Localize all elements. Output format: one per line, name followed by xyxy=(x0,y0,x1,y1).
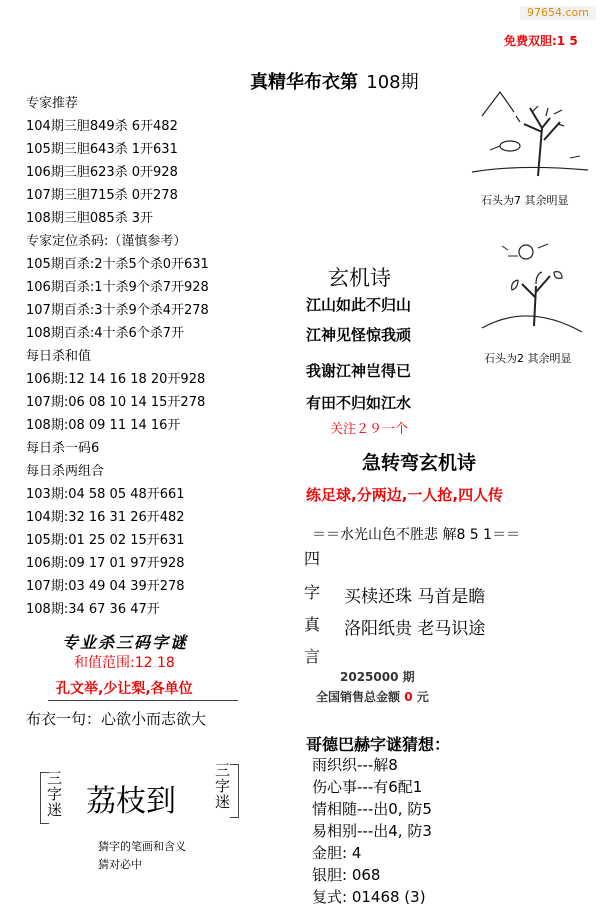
riddle-heading: 专业杀三码字谜 xyxy=(62,633,189,652)
position-kill-heading: 专家定位杀码:（谨慎参考） xyxy=(26,234,187,249)
riddle-slogan: 孔文举,少让梨,各单位 xyxy=(56,681,193,697)
daily-two-line: 108期:34 67 36 47开 xyxy=(26,602,160,617)
site-watermark: 97654.com xyxy=(520,6,596,20)
idiom-row: 洛阳纸贵 老马识途 xyxy=(344,619,486,639)
expert-line: 106期三胆623杀 0开928 xyxy=(26,165,178,180)
tree-rock-drawing-bottom xyxy=(478,236,588,346)
sales-issue: 2025000 期 xyxy=(340,670,415,684)
four-char-side-char: 四 xyxy=(304,549,321,568)
riddle-note: 猜对必中 xyxy=(98,858,142,871)
expert-line: 107期三胆715杀 0开278 xyxy=(26,188,178,203)
daily-sum-heading: 每日杀和值 xyxy=(26,349,92,364)
daily-sum-line: 107期:06 08 10 14 15开278 xyxy=(26,395,206,410)
buyi-line: 布衣一句：心欲小而志欲大 xyxy=(26,710,207,728)
daily-two-line: 107期:03 49 04 39开278 xyxy=(26,579,185,594)
daily-two-line: 103期:04 58 05 48开661 xyxy=(26,487,185,502)
poem-line: 有田不归如江水 xyxy=(306,394,412,412)
sales-label: 全国销售总金额 xyxy=(316,690,401,704)
free-pair: 免费双胆:1 5 xyxy=(504,34,578,48)
expert-heading: 专家推荐 xyxy=(26,96,79,111)
xuanji-heading: 玄机诗 xyxy=(328,266,391,290)
position-kill-line: 108期百杀:4十杀6个杀7开 xyxy=(26,326,185,341)
sum-range: 和值范围:12 18 xyxy=(74,655,175,671)
daily-sum-line: 106期:12 14 16 18 20开928 xyxy=(26,372,206,387)
riddle-label-right: 三字迷 xyxy=(213,762,231,810)
sales-unit: 元 xyxy=(416,690,429,704)
tree-rock-drawing-top xyxy=(470,88,590,188)
idiom-row: 买椟还珠 马首是瞻 xyxy=(344,587,486,607)
lychee-riddle: 荔枝到 xyxy=(86,784,176,819)
riddle-divider xyxy=(48,700,238,701)
page-title-issue: 108期 xyxy=(366,72,419,93)
goethe-heading: 哥德巴赫字谜猜想： xyxy=(306,735,451,754)
goethe-line: 雨织织---解8 xyxy=(312,756,398,774)
four-char-side-char: 言 xyxy=(304,647,321,666)
position-kill-line: 106期百杀:1十杀9个杀7开928 xyxy=(26,280,209,295)
expert-section xyxy=(26,92,209,621)
riddle-label-left: 三字迷 xyxy=(45,770,63,818)
daily-sum-line: 108期:08 09 11 14 16开 xyxy=(26,418,181,433)
expert-line: 104期三胆849杀 6开482 xyxy=(26,119,178,134)
jizhuanwan-heading: 急转弯玄机诗 xyxy=(362,452,477,474)
sales-value: 0 xyxy=(404,690,413,704)
jizhuanwan-line: 练足球,分两边,一人抢,四人传 xyxy=(306,486,504,504)
daily-two-line: 106期:09 17 01 97开928 xyxy=(26,556,185,571)
daily-two-heading: 每日杀两组合 xyxy=(26,464,105,479)
goethe-line: 金胆: 4 xyxy=(312,844,362,862)
goethe-line: 情相随---出0, 防5 xyxy=(312,800,432,818)
four-char-side-char: 真 xyxy=(304,615,321,634)
follow-note: 关注２９一个 xyxy=(330,422,409,437)
goethe-line: 银胆: 068 xyxy=(312,866,381,884)
page-title-main: 真精华布衣第 xyxy=(250,72,358,93)
daily-one-code: 每日杀一码6 xyxy=(26,441,100,456)
daily-two-line: 104期:32 16 31 26开482 xyxy=(26,510,185,525)
expert-line: 108期三胆085杀 3开 xyxy=(26,211,154,226)
poem-line: 江山如此不归山 xyxy=(306,296,412,314)
sales-total xyxy=(316,688,429,705)
position-kill-line: 105期百杀:2十杀5个杀0开631 xyxy=(26,257,209,272)
expert-line: 105期三胆643杀 1开631 xyxy=(26,142,178,157)
goethe-line: 复式: 01468 (3) xyxy=(312,888,426,906)
goethe-line: 易相别---出4, 防3 xyxy=(312,822,432,840)
riddle-note: 猜字的笔画和含义 xyxy=(98,840,186,853)
right-bracket xyxy=(230,764,239,818)
daily-two-line: 105期:01 25 02 15开631 xyxy=(26,533,185,548)
goethe-list xyxy=(312,754,432,908)
four-char-line: ＝＝水光山色不胜悲 解8 5 1＝＝ xyxy=(312,527,521,543)
picture-caption-top: 石头为7 其余明显 xyxy=(481,194,569,207)
poem-line: 我谢江神岂得已 xyxy=(306,362,412,380)
page-title xyxy=(250,68,419,94)
picture-caption-bottom: 石头为2 其余明显 xyxy=(484,352,572,365)
position-kill-line: 107期百杀:3十杀9个杀4开278 xyxy=(26,303,209,318)
goethe-line: 伤心事---有6配1 xyxy=(312,778,423,796)
four-char-side-char: 字 xyxy=(304,583,321,602)
poem-line: 江神见怪惊我顽 xyxy=(306,326,412,344)
